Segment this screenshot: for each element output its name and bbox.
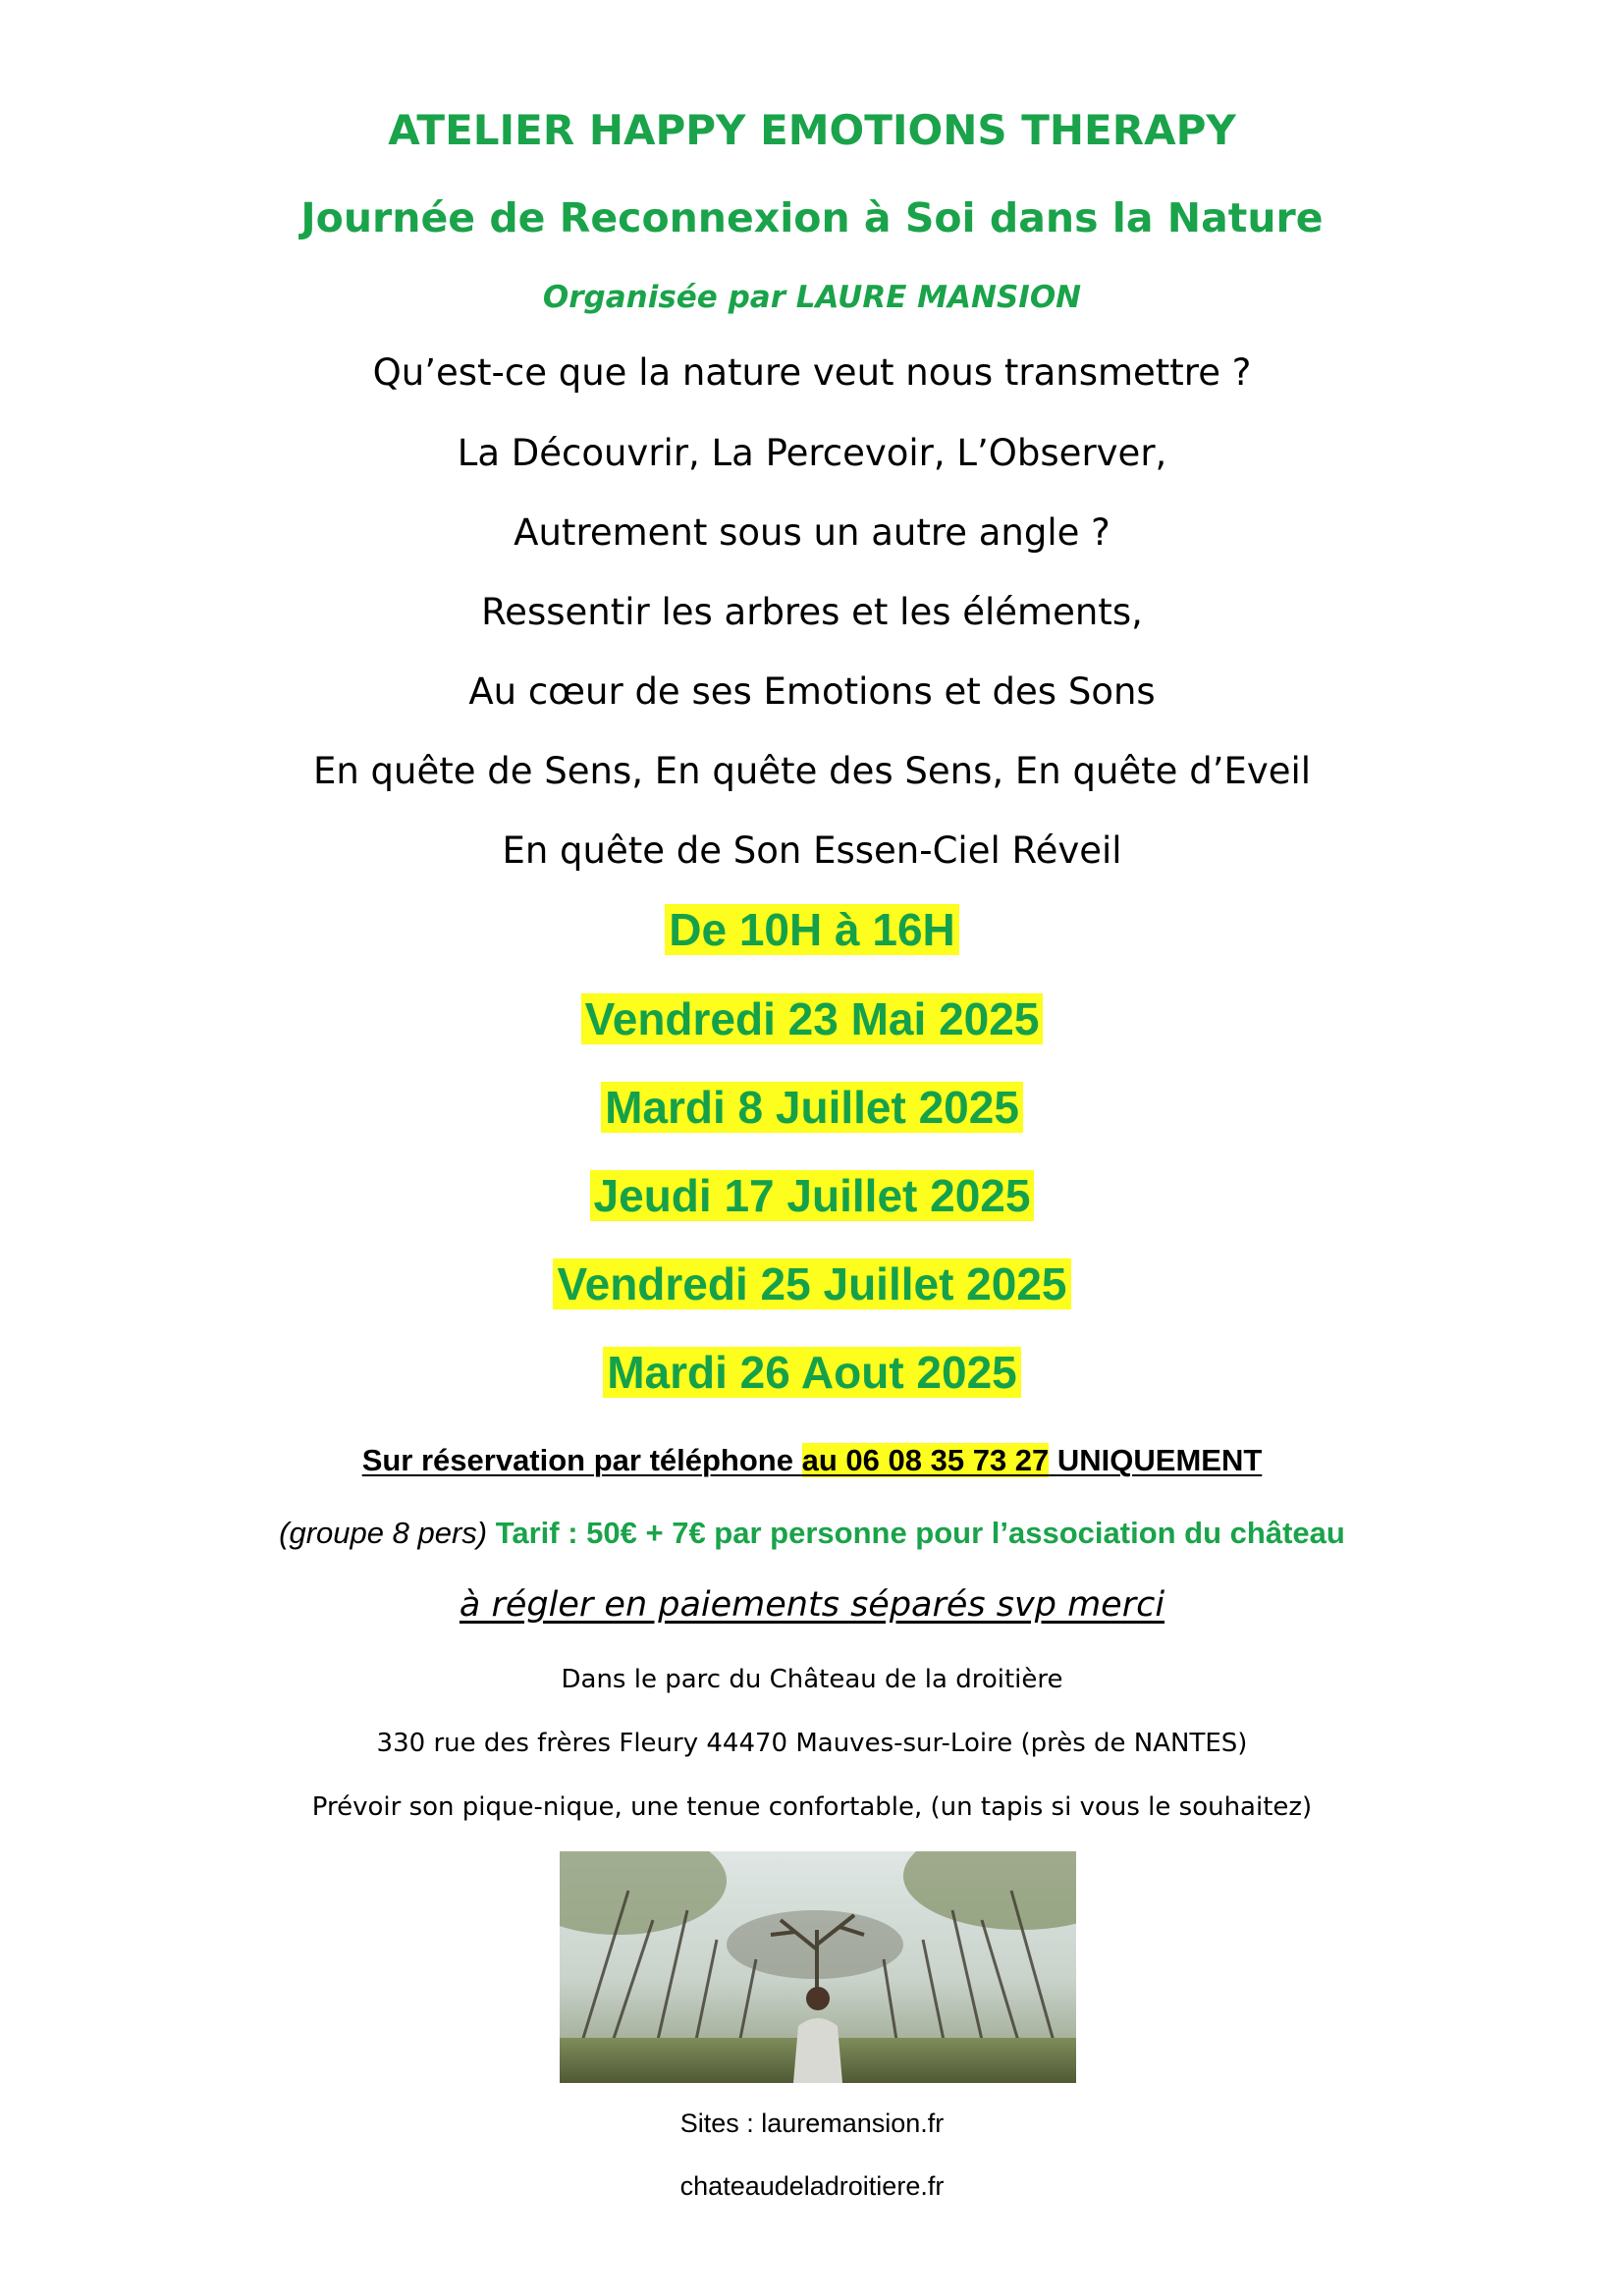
organizer-line: Organisée par LAURE MANSION bbox=[542, 280, 1082, 315]
forest-photo bbox=[560, 1851, 1076, 2083]
reservation-suffix: UNIQUEMENT bbox=[1056, 1443, 1263, 1477]
poem-line: La Découvrir, La Percevoir, L’Observer, bbox=[457, 432, 1167, 474]
date-label: Vendredi 23 Mai 2025 bbox=[581, 993, 1044, 1044]
poem-line: Autrement sous un autre angle ? bbox=[514, 511, 1110, 554]
reservation-phone: au 06 08 35 73 27 bbox=[801, 1443, 1050, 1477]
poem-line: En quête de Son Essen-Ciel Réveil bbox=[502, 829, 1122, 872]
date-block bbox=[0, 1346, 1624, 1399]
site-link-1[interactable]: Sites : lauremansion.fr bbox=[679, 2109, 945, 2138]
group-size: (groupe 8 pers) bbox=[279, 1516, 488, 1550]
site-link-2[interactable]: chateaudeladroitiere.fr bbox=[679, 2171, 945, 2201]
date-block bbox=[0, 1081, 1624, 1134]
date-block bbox=[0, 1169, 1624, 1222]
pricing-line bbox=[0, 1516, 1624, 1551]
venue-place: Dans le parc du Château de la droitière bbox=[561, 1665, 1063, 1694]
page-title: ATELIER HAPPY EMOTIONS THERAPY bbox=[388, 106, 1236, 154]
hours-label: De 10H à 16H bbox=[665, 904, 959, 955]
date-label: Mardi 8 Juillet 2025 bbox=[601, 1082, 1023, 1133]
reservation-prefix: Sur réservation par téléphone bbox=[361, 1443, 793, 1477]
venue-address: 330 rue des frères Fleury 44470 Mauves-sur-Loire (près de NANTES) bbox=[376, 1729, 1248, 1758]
date-block bbox=[0, 1257, 1624, 1310]
tarif-text: Tarif : 50€ + 7€ par personne pour l’association du château bbox=[495, 1516, 1345, 1550]
date-block bbox=[0, 992, 1624, 1045]
date-label: Jeudi 17 Juillet 2025 bbox=[590, 1170, 1035, 1221]
poem-line: En quête de Sens, En quête des Sens, En quête d’Eveil bbox=[312, 750, 1312, 792]
date-label: Vendredi 25 Juillet 2025 bbox=[553, 1258, 1070, 1309]
poem-line: Au cœur de ses Emotions et des Sons bbox=[468, 670, 1156, 713]
page-subtitle: Journée de Reconnexion à Soi dans la Nature bbox=[300, 194, 1324, 241]
date-label: Mardi 26 Aout 2025 bbox=[603, 1347, 1021, 1398]
poem-line: Qu’est-ce que la nature veut nous transmettre ? bbox=[372, 351, 1252, 394]
venue-bring: Prévoir son pique-nique, une tenue confortable, (un tapis si vous le souhaitez) bbox=[311, 1792, 1313, 1822]
poem-line: Ressentir les arbres et les éléments, bbox=[481, 591, 1143, 633]
reservation-line bbox=[0, 1443, 1624, 1478]
hours-block bbox=[0, 903, 1624, 956]
payment-note: à régler en paiements séparés svp merci bbox=[459, 1585, 1165, 1625]
